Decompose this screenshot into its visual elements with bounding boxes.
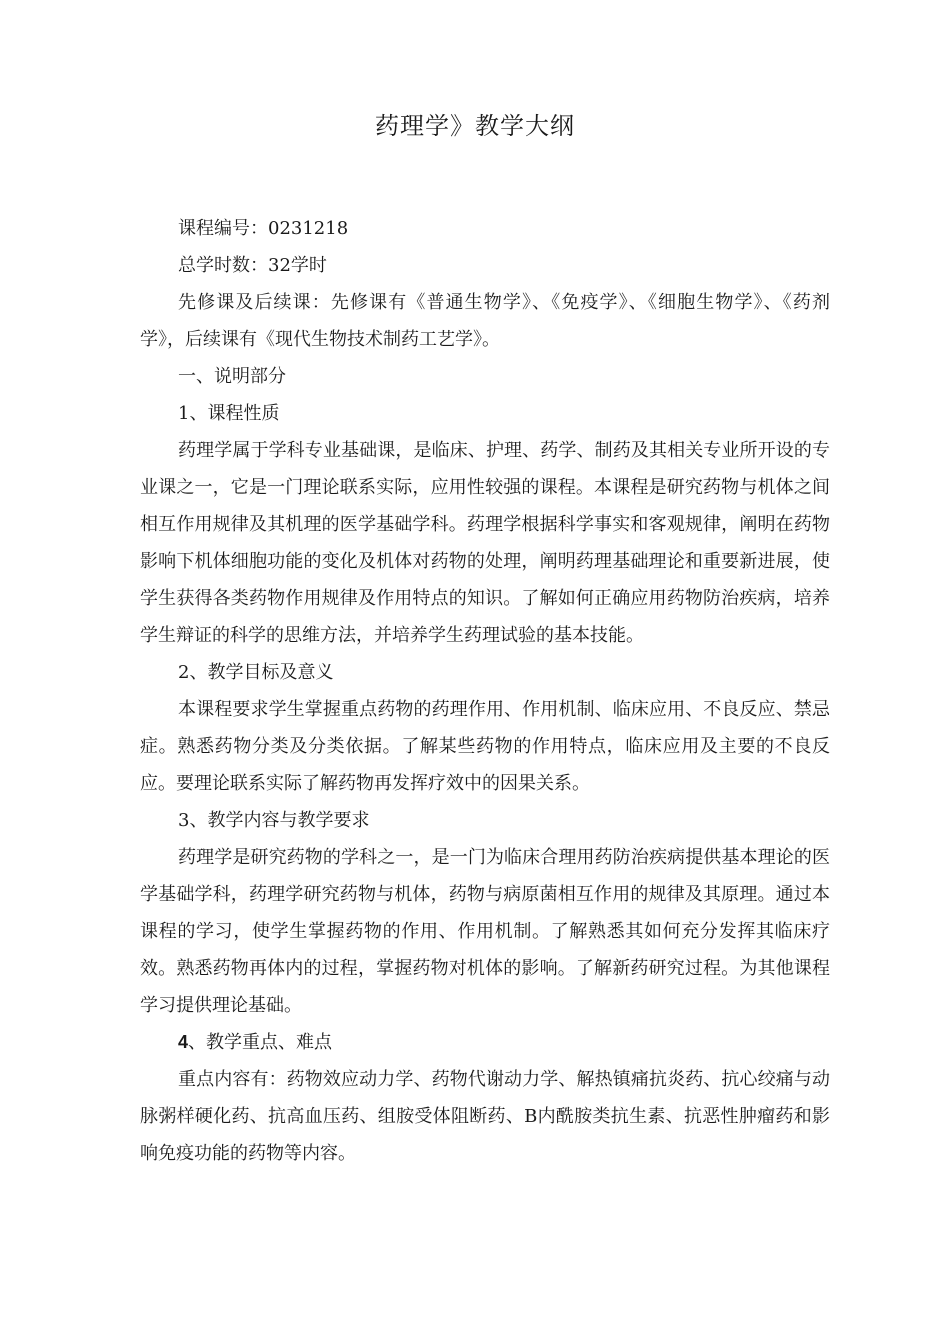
subsection-3-heading: 3、教学内容与教学要求: [178, 810, 370, 831]
document-title: 药理学》教学大纲: [375, 112, 575, 140]
document-body: [140, 210, 830, 1172]
subsection-4-number: 4: [178, 1032, 189, 1052]
subsection-2-heading: 2、教学目标及意义: [178, 662, 334, 683]
section-1-heading: 一、说明部分: [178, 366, 286, 387]
course-code: 课程编号：0231218: [178, 218, 349, 239]
subsection-3-body: 药理学是研究药物的学科之一，是一门为临床合理用药防治疾病提供基本理论的医学基础学科，药理学研究药物与机体，药物与病原菌相互作用的规律及其原理。通过本课程的学习，使学生掌握药物的作用、作用机制。了解熟悉其如何充分发挥其临床疗效。熟悉药物再体内的过程，掌握药物对机体的影响。了解新药研究过程。为其他课程学习提供理论基础。: [140, 847, 830, 1016]
subsection-4-heading: [140, 1024, 830, 1061]
subsection-4-heading-text: 、教学重点、难点: [188, 1032, 333, 1053]
subsection-2-body: 本课程要求学生掌握重点药物的药理作用、作用机制、临床应用、不良反应、禁忌症。熟悉药物分类及分类依据。了解某些药物的作用特点，临床应用及主要的不良反应。要理论联系实际了解药物再发挥疗效中的因果关系。: [140, 699, 830, 794]
subsection-1-heading: 1、课程性质: [178, 403, 280, 424]
subsection-4-body: 重点内容有：药物效应动力学、药物代谢动力学、解热镇痛抗炎药、抗心绞痛与动脉粥样硬化药、抗高血压药、组胺受体阻断药、B内酰胺类抗生素、抗恶性肿瘤药和影响免疫功能的药物等内容。: [140, 1069, 830, 1164]
prerequisites: 先修课及后续课：先修课有《普通生物学》、《免疫学》、《细胞生物学》、《药剂学》，后续课有《现代生物技术制药工艺学》。: [140, 292, 830, 350]
subsection-1-body: 药理学属于学科专业基础课，是临床、护理、药学、制药及其相关专业所开设的专业课之一，它是一门理论联系实际，应用性较强的课程。本课程是研究药物与机体之间相互作用规律及其机理的医学基础学科。药理学根据科学事实和客观规律，阐明在药物影响下机体细胞功能的变化及机体对药物的处理，阐明药理基础理论和重要新进展，使学生获得各类药物作用规律及作用特点的知识。了解如何正确应用药物防治疾病，培养学生辩证的科学的思维方法，并培养学生药理试验的基本技能。: [140, 440, 830, 646]
total-hours: 总学时数：32学时: [178, 255, 327, 276]
